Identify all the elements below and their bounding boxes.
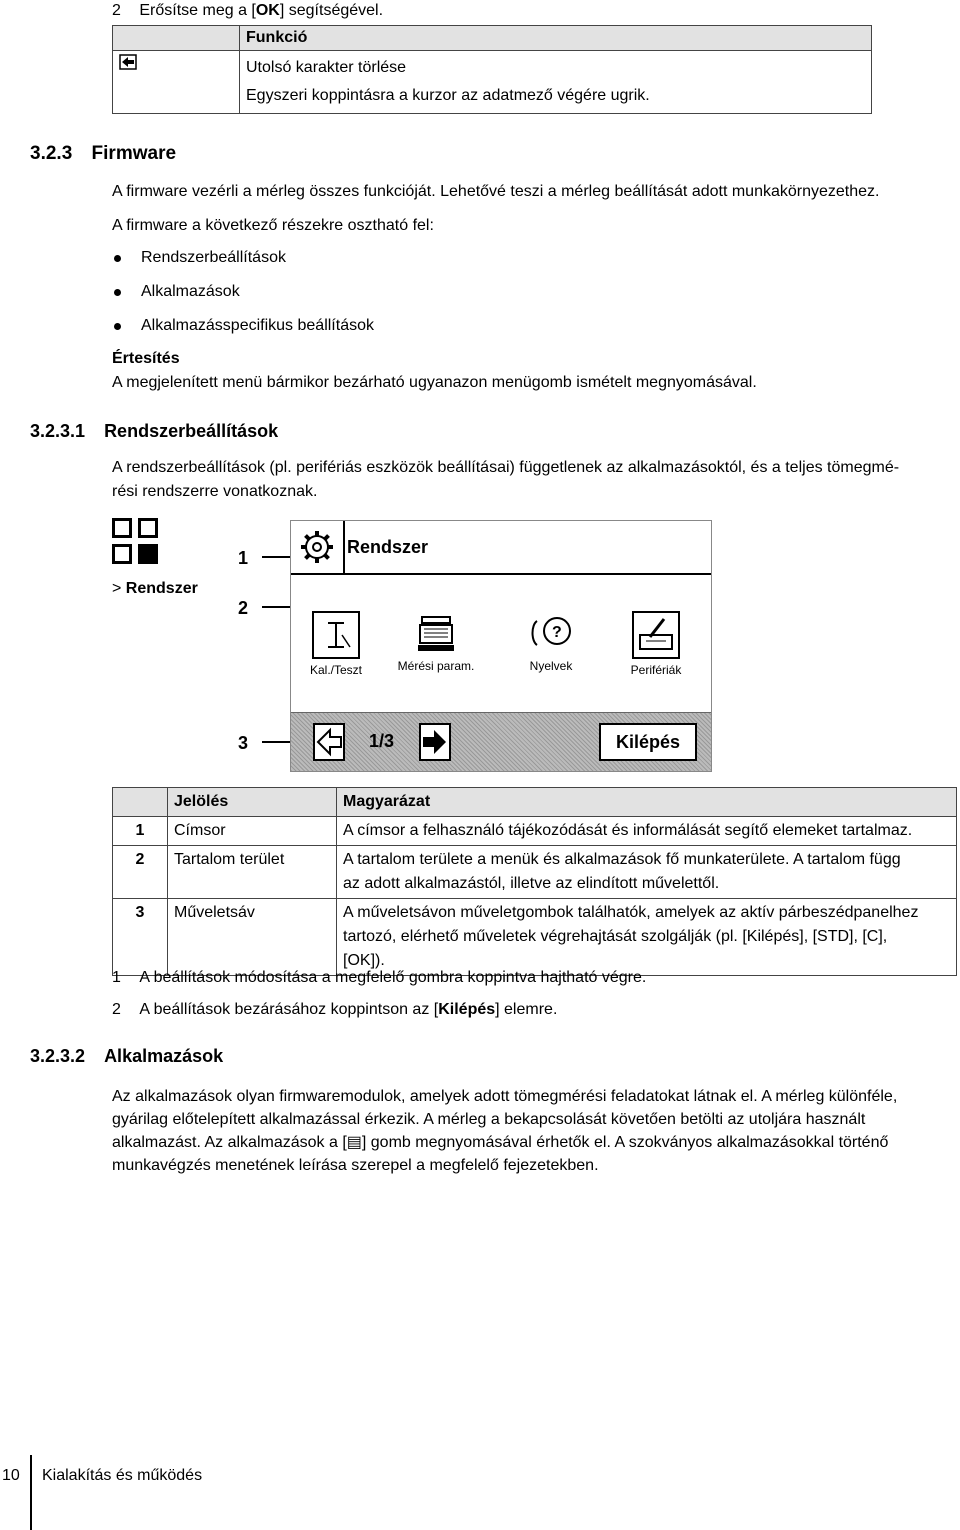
cal-test-icon (314, 613, 358, 657)
footer-divider (30, 1455, 32, 1530)
arrow-left-icon (315, 725, 343, 759)
section-number: 3.2.3.1 (30, 421, 86, 441)
backspace-icon (119, 54, 137, 70)
section-heading-3-2-3-2 (30, 1046, 223, 1067)
menu-grid-icon (112, 518, 160, 566)
system-paragraph-1b: rési rendszerre vonatkoznak. (112, 483, 318, 500)
function-header: Funkció (240, 26, 872, 51)
step-1: 1 A beállítások módosítása a megfelelő gombra koppintva hajtható végre. (112, 969, 647, 986)
action-bar (291, 712, 711, 771)
languages-icon (529, 611, 573, 655)
bullet-icon (114, 289, 121, 296)
bullet-icon (114, 323, 121, 330)
note-text: A megjelenített menü bármikor bezárható ugyanazon menügomb ismételt megnyomásával. (112, 374, 757, 391)
step-text: Erősítse meg a [ (139, 2, 256, 19)
icon-cal-test[interactable]: Kal./Teszt (291, 611, 381, 677)
callout-2: 2 (238, 598, 249, 618)
firmware-bullet-list (112, 241, 374, 343)
svg-text:?: ? (552, 624, 562, 641)
firmware-paragraph-1: A firmware vezérli a mérleg összes funkcióját. Lehetővé teszi a mérleg beállítását adott munkakörnyezethez. (112, 183, 880, 200)
backspace-icon-cell (113, 51, 240, 114)
step-text-end: ] segítségével. (279, 2, 384, 19)
legend-header-label: Jelölés (168, 788, 337, 817)
gear-icon (297, 527, 337, 567)
prev-page-button[interactable] (313, 723, 345, 761)
arrow-right-icon (421, 725, 449, 759)
list-item: Rendszerbeállítások (112, 241, 374, 275)
ok-key: OK (255, 2, 280, 19)
peripherals-icon (634, 613, 678, 657)
legend-table (112, 787, 957, 976)
section-heading-3-2-3 (30, 143, 176, 165)
balance-icon (414, 611, 458, 655)
firmware-paragraph-2: A firmware a következő részekre osztható fel: (112, 217, 434, 234)
screen-title: Rendszer (347, 537, 429, 557)
callout-3: 3 (238, 733, 249, 753)
list-item: Alkalmazások (112, 275, 374, 309)
title-bar (291, 521, 711, 575)
callout-1: 1 (238, 548, 249, 568)
section-title: Firmware (91, 143, 177, 164)
step-number: 2 (112, 2, 121, 19)
nav-path-label: Rendszer (125, 580, 198, 597)
system-screen-mockup (290, 520, 712, 772)
applications-paragraph: Az alkalmazások olyan firmwaremodulok, amelyek adott tömegmérési feladatokat látnak el. A mérleg különféle, gyárilag előtelepített alkalmazással érkezik. A mérleg a bekapcsolását követően betölti az utoljára használt alkalmazást. Az alkalmazások a [▤] gomb megnyomásával érhetők el. A szokványos alkalmazásokkal történő munkavégzés menetének leírása szerepel a megfelelő fejezetekben. (112, 1088, 898, 1174)
legend-header-desc: Magyarázat (337, 788, 957, 817)
function-table (112, 25, 872, 114)
step-2 (112, 2, 383, 20)
section-title: Rendszerbeállítások (104, 421, 279, 441)
footer-title: Kialakítás és működés (42, 1467, 203, 1484)
table-row: 2 Tartalom terület A tartalom területe a menük és alkalmazások fő munkaterülete. A tartalom függ az adott alkalmazástól, illetve az elindított művelettől. (113, 846, 957, 899)
nav-path: > Rendszer (112, 580, 198, 597)
icon-weighing-params[interactable]: Mérési param. (391, 611, 481, 673)
section-number: 3.2.3.2 (30, 1046, 86, 1066)
exit-button[interactable]: Kilépés (599, 723, 697, 761)
section-heading-3-2-3-1 (30, 421, 278, 442)
list-item: Alkalmazásspecifikus beállítások (112, 309, 374, 343)
section-title: Alkalmazások (104, 1046, 224, 1066)
table-row: 1 Címsor A címsor a felhasználó tájékozódását és informálását segítő elemeket tartalmaz. (113, 817, 957, 846)
page-indicator: 1/3 (369, 731, 395, 751)
page-number: 10 (2, 1467, 20, 1484)
system-paragraph-1: A rendszerbeállítások (pl. perifériás eszközök beállításai) függetlenek az alkalmazásoktól, és a teljes tömegmé- (112, 459, 900, 476)
callout-line-3 (262, 741, 292, 743)
icon-languages[interactable]: ? Nyelvek (506, 611, 596, 673)
next-page-button[interactable] (419, 723, 451, 761)
note-title: Értesítés (112, 350, 180, 367)
bullet-icon (114, 255, 121, 262)
function-line-2: Egyszeri koppintásra a kurzor az adatmező végére ugrik. (246, 87, 650, 104)
step-2b: 2 A beállítások bezárásához koppintson az [Kilépés] elemre. (112, 1001, 558, 1018)
section-number: 3.2.3 (30, 143, 73, 164)
function-line-1: Utolsó karakter törlése (246, 59, 407, 76)
icon-peripherals[interactable]: Perifériák (611, 611, 701, 677)
table-row: 3 Műveletsáv A műveletsávon műveletgombok találhatók, amelyek az aktív párbeszédpanelhez tartozó, elérhető műveletek végrehajtását szolgálják (pl. [Kilépés], [STD], [C], [OK]). (113, 899, 957, 976)
